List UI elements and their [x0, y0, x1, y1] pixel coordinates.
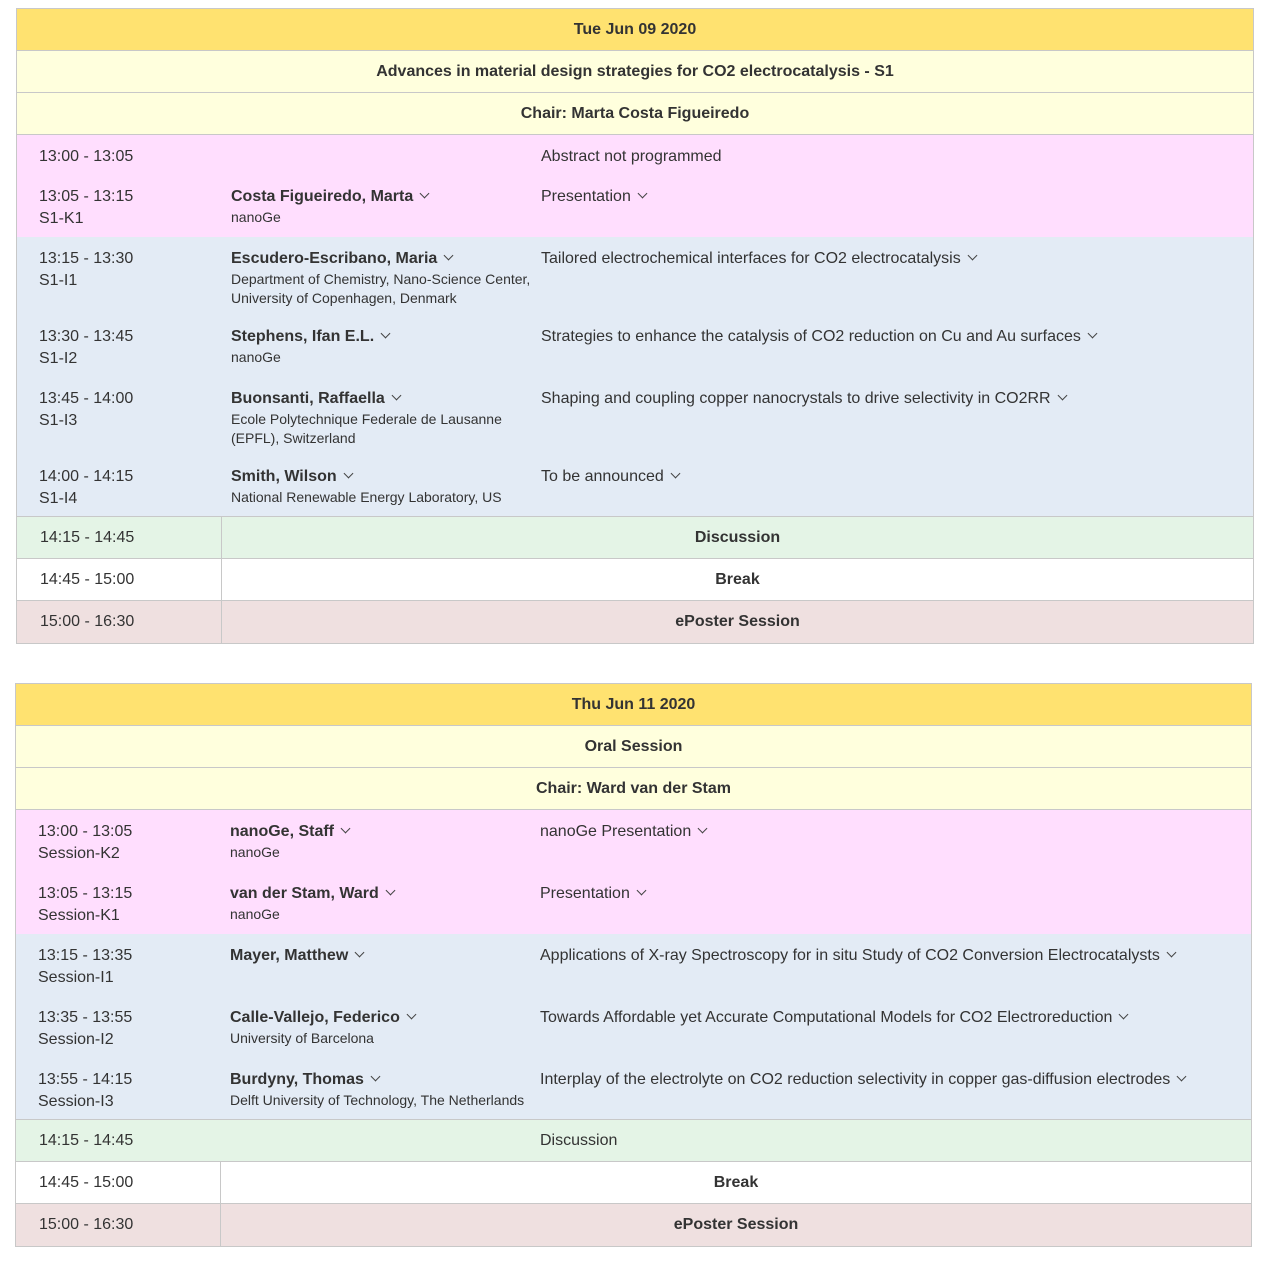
author-affiliation: National Renewable Energy Laboratory, US: [231, 489, 502, 505]
chevron-down-icon: [670, 469, 680, 479]
session-title: Oral Session: [16, 726, 1251, 768]
talk-time: 13:00 - 13:05: [39, 148, 134, 165]
author-toggle[interactable]: nanoGe, Staff: [230, 821, 530, 843]
talk-code: Session-K2: [38, 845, 120, 862]
chevron-down-icon: [1057, 391, 1067, 401]
day-1-schedule: [16, 8, 1254, 644]
author-toggle[interactable]: Mayer, Matthew: [230, 945, 530, 967]
chevron-down-icon: [385, 886, 395, 896]
author-toggle[interactable]: van der Stam, Ward: [230, 883, 530, 905]
talk-author: [231, 466, 531, 507]
author-affiliation: nanoGe: [230, 844, 280, 860]
talk-row: [17, 455, 1253, 517]
day-date-header: Tue Jun 09 2020: [17, 9, 1253, 51]
talk-title: Abstract not programmed: [541, 148, 722, 165]
talk-time: 13:15 - 13:30 S1-I1: [39, 248, 133, 292]
chevron-down-icon: [1177, 1072, 1187, 1082]
author-affiliation: University of Barcelona: [230, 1030, 374, 1046]
author-toggle[interactable]: Costa Figueiredo, Marta: [231, 186, 531, 208]
author-toggle[interactable]: Buonsanti, Raffaella: [231, 388, 531, 410]
talk-author: [231, 186, 531, 227]
chevron-down-icon: [1087, 329, 1097, 339]
talk-author: [231, 326, 531, 367]
talk-code: S1-I3: [39, 412, 78, 429]
talk-row: [17, 315, 1253, 377]
talk-time: 13:15 - 13:35 Session-I1: [38, 945, 132, 989]
chevron-down-icon: [341, 824, 351, 834]
discussion-row: [17, 517, 1253, 559]
author-affiliation: nanoGe: [231, 349, 281, 365]
talk-time: 14:00 - 14:15 S1-I4: [39, 466, 133, 510]
talk-code: S1-K1: [39, 210, 84, 227]
author-affiliation: Delft University of Technology, The Netherlands: [230, 1092, 525, 1108]
break-time: 14:45 - 15:00: [17, 559, 222, 600]
talk-code: S1-I4: [39, 490, 78, 507]
talk-author: [231, 388, 531, 448]
chevron-down-icon: [698, 824, 708, 834]
talk-time: 13:05 - 13:15 Session-K1: [38, 883, 132, 927]
talk-author: [230, 883, 530, 924]
discussion-time: 14:15 - 14:45: [17, 517, 222, 558]
talk-author: [230, 945, 530, 967]
talk-code: S1-I2: [39, 350, 78, 367]
chevron-down-icon: [381, 329, 391, 339]
author-toggle[interactable]: Smith, Wilson: [231, 466, 531, 488]
talk-author: [230, 821, 530, 862]
talk-code: Session-I1: [38, 969, 114, 986]
chevron-down-icon: [1166, 948, 1176, 958]
talk-code: Session-K1: [38, 907, 120, 924]
talk-author: [230, 1007, 530, 1048]
chevron-down-icon: [1119, 1010, 1129, 1020]
talk-row: [17, 175, 1253, 237]
author-affiliation: Ecole Polytechnique Federale de Lausanne (EPFL), Switzerland: [231, 411, 502, 446]
talk-row: [17, 135, 1253, 175]
talk-title-toggle[interactable]: Tailored electrochemical interfaces for CO2 electrocatalysis: [541, 248, 976, 270]
talk-time: 13:05 - 13:15 S1-K1: [39, 186, 133, 230]
session-chair: Chair: Marta Costa Figueiredo: [17, 93, 1253, 135]
author-affiliation: Department of Chemistry, Nano-Science Center, University of Copenhagen, Denmark: [231, 271, 531, 306]
chevron-down-icon: [420, 189, 430, 199]
talk-title-toggle[interactable]: Presentation: [540, 883, 645, 905]
talk-author: [230, 1069, 530, 1110]
talk-time: 13:45 - 14:00 S1-I3: [39, 388, 133, 432]
poster-time: 15:00 - 16:30: [16, 1204, 221, 1246]
talk-title-toggle[interactable]: Presentation: [541, 186, 646, 208]
talk-title-toggle[interactable]: To be announced: [541, 466, 679, 488]
poster-time: 15:00 - 16:30: [17, 601, 222, 643]
talk-row: [17, 237, 1253, 315]
talk-row: [16, 810, 1251, 872]
session-title: Advances in material design strategies for CO2 electrocatalysis - S1: [17, 51, 1253, 93]
break-label: Break: [713, 1174, 759, 1191]
discussion-label: Discussion: [540, 1132, 618, 1149]
talk-code: Session-I3: [38, 1093, 114, 1110]
discussion-label: Discussion: [694, 529, 781, 546]
break-row: [16, 1162, 1251, 1204]
chevron-down-icon: [371, 1072, 381, 1082]
talk-row: [16, 872, 1251, 934]
break-time: 14:45 - 15:00: [16, 1162, 221, 1203]
break-label: Break: [715, 571, 760, 588]
poster-row: [17, 601, 1253, 643]
talk-title-toggle[interactable]: Towards Affordable yet Accurate Computational Models for CO2 Electroreduction: [540, 1007, 1127, 1029]
talk-row: [16, 996, 1251, 1058]
chevron-down-icon: [355, 948, 365, 958]
session-chair: Chair: Ward van der Stam: [16, 768, 1251, 810]
talk-code: S1-I1: [39, 272, 78, 289]
poster-row: [16, 1204, 1251, 1246]
discussion-row: [16, 1120, 1251, 1162]
talk-time: 13:30 - 13:45 S1-I2: [39, 326, 133, 370]
discussion-time: 14:15 - 14:45: [39, 1132, 134, 1149]
chevron-down-icon: [343, 469, 353, 479]
talk-title-toggle[interactable]: Strategies to enhance the catalysis of CO2 reduction on Cu and Au surfaces: [541, 326, 1096, 348]
talk-time: 13:00 - 13:05 Session-K2: [38, 821, 132, 865]
author-toggle[interactable]: Stephens, Ifan E.L.: [231, 326, 531, 348]
talk-title-toggle[interactable]: nanoGe Presentation: [540, 821, 706, 843]
author-toggle[interactable]: Calle-Vallejo, Federico: [230, 1007, 530, 1029]
chevron-down-icon: [637, 189, 647, 199]
chevron-down-icon: [444, 251, 454, 261]
day-2-schedule: [15, 683, 1252, 1247]
author-affiliation: nanoGe: [231, 209, 281, 225]
day-date-header: Thu Jun 11 2020: [16, 684, 1251, 726]
talk-title-toggle[interactable]: Shaping and coupling copper nanocrystals to drive selectivity in CO2RR: [541, 388, 1066, 410]
talk-title-toggle[interactable]: Applications of X-ray Spectroscopy for in situ Study of CO2 Conversion Electrocatalysts: [540, 945, 1175, 967]
talk-row: [16, 934, 1251, 996]
talk-title-toggle[interactable]: Interplay of the electrolyte on CO2 reduction selectivity in copper gas-diffusion electrodes: [540, 1069, 1185, 1091]
talk-time: 13:55 - 14:15 Session-I3: [38, 1069, 132, 1113]
break-row: [17, 559, 1253, 601]
chevron-down-icon: [391, 391, 401, 401]
author-affiliation: nanoGe: [230, 906, 280, 922]
talk-code: Session-I2: [38, 1031, 114, 1048]
chevron-down-icon: [406, 1010, 416, 1020]
poster-label: ePoster Session: [673, 1216, 799, 1233]
chevron-down-icon: [636, 886, 646, 896]
talk-row: [16, 1058, 1251, 1120]
author-toggle[interactable]: Burdyny, Thomas: [230, 1069, 530, 1091]
talk-time: 13:35 - 13:55 Session-I2: [38, 1007, 132, 1051]
talk-row: [17, 377, 1253, 455]
poster-label: ePoster Session: [675, 613, 800, 630]
author-toggle[interactable]: Escudero-Escribano, Maria: [231, 248, 531, 270]
talk-author: [231, 248, 531, 308]
chevron-down-icon: [967, 251, 977, 261]
